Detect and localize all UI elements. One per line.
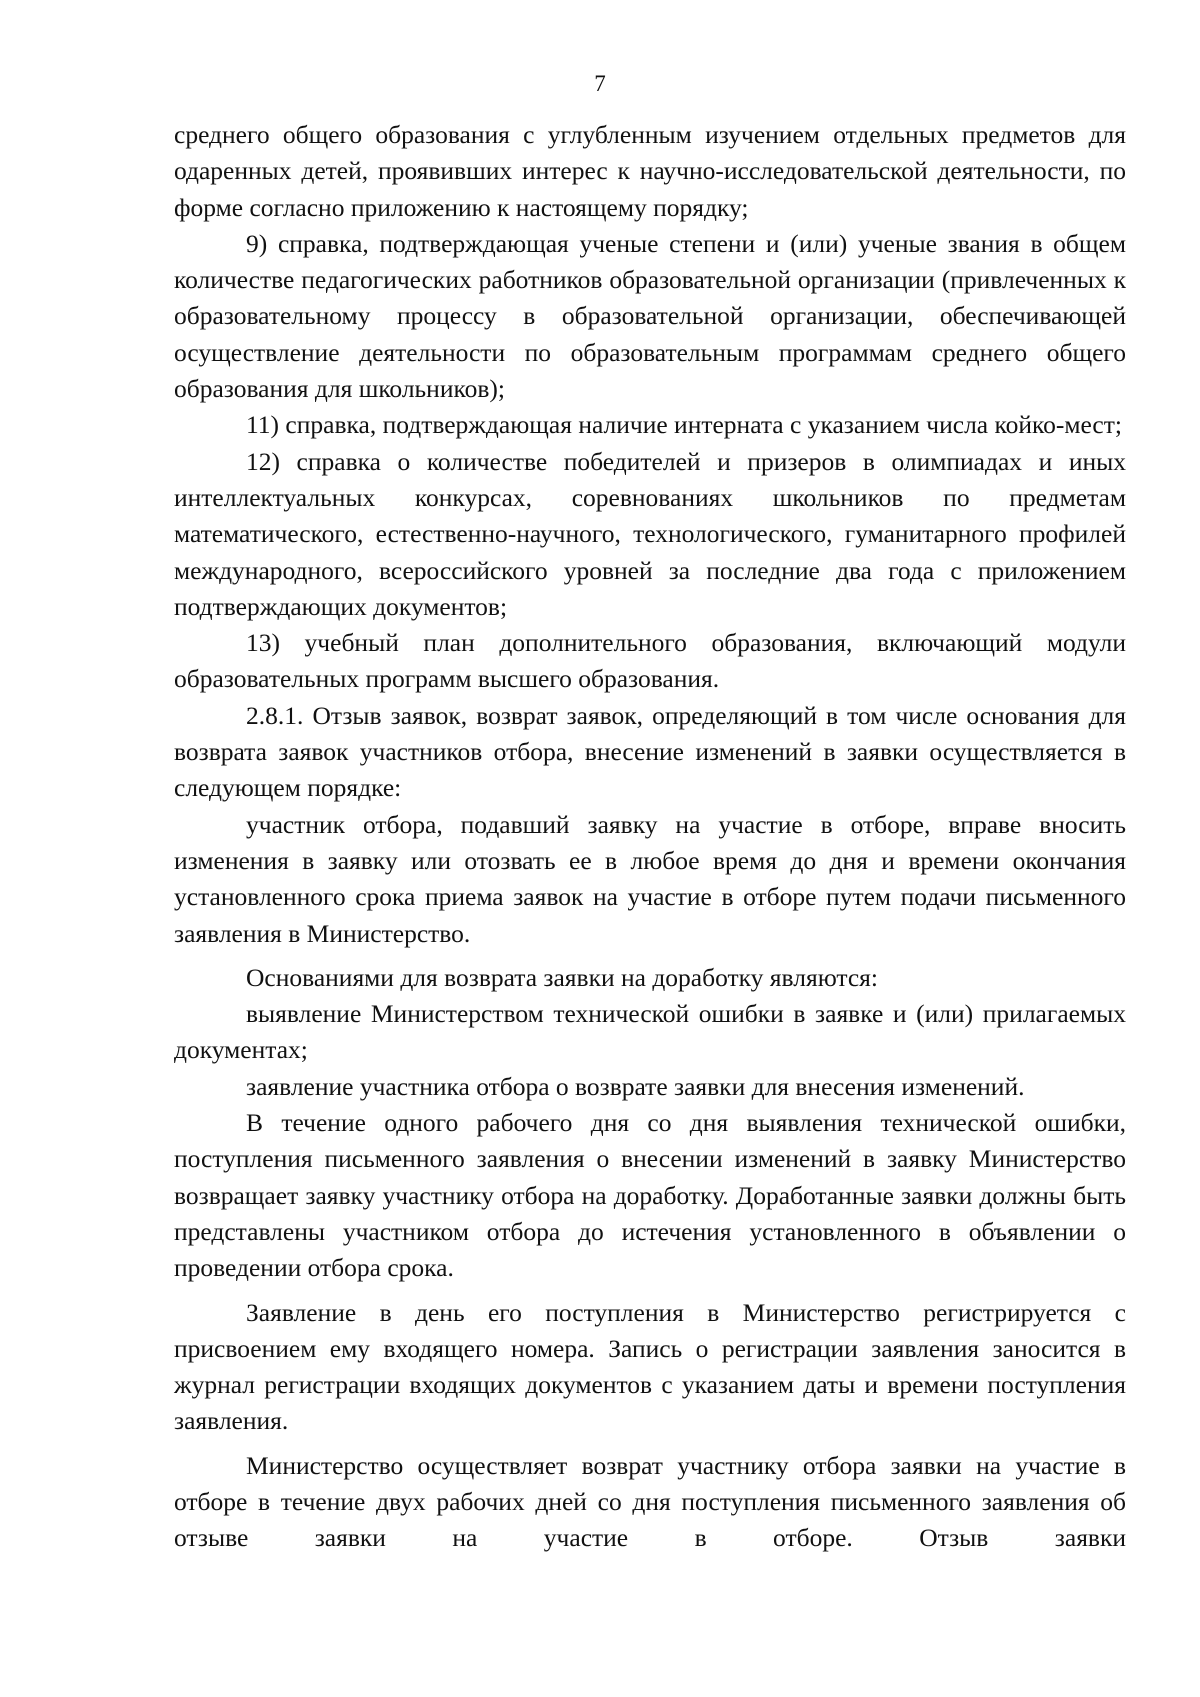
paragraph-item-12: 12) справка о количестве победителей и призеров в олимпиадах и иных интеллектуальных конкурсах, соревнованиях школьников по предметам математического, естественно-научного, технологического, гуманитарного профилей международного, всероссийского уровней за последние два года с приложением подтверждающих документов;: [174, 446, 1126, 621]
paragraph-continuation: среднего общего образования с углубленным изучением отдельных предметов для одаренных детей, проявивших интерес к научно-исследовательской деятельности, по форме согласно приложению к настоящему порядку;: [174, 120, 1126, 222]
paragraph-technical-error: выявление Министерством технической ошибки в заявке и (или) прилагаемых документах;: [174, 999, 1126, 1065]
paragraph-item-9: 9) справка, подтверждающая ученые степени и (или) ученые звания в общем количестве педагогических работников образовательной организации (привлеченных к образовательному процессу в образовательной организации, обеспечивающей осуществление деятельности по образовательным программам среднего общего образования для школьников);: [174, 228, 1126, 404]
paragraph-withdrawal: Министерство осуществляет возврат участнику отбора заявки на участие в отборе в течение двух рабочих дней со дня поступления письменного заявления об отзыве заявки на участие в отборе. Отзыв заявки: [174, 1450, 1126, 1553]
paragraph-return-grounds: Основаниями для возврата заявки на доработку являются:: [246, 962, 878, 992]
page-number: 7: [594, 71, 606, 96]
paragraph-registration: Заявление в день его поступления в Министерство регистрируется с присвоением ему входящего номера. Запись о регистрации заявления заносится в журнал регистрации входящих документов с указанием даты и времени поступления заявления.: [174, 1297, 1126, 1436]
document-body: [174, 117, 1126, 1557]
paragraph-participant-request: заявление участника отбора о возврате заявки для внесения изменений.: [246, 1071, 1025, 1101]
paragraph-item-13: 13) учебный план дополнительного образования, включающий модули образовательных программ высшего образования.: [174, 628, 1126, 694]
paragraph-return-timeline: В течение одного рабочего дня со дня выявления технической ошибки, поступления письменного заявления о внесении изменений в заявку Министерство возвращает заявку участнику отбора на доработку. Доработанные заявки должны быть представлены участником отбора до истечения установленного в объявлении о проведении отбора срока.: [174, 1108, 1126, 1283]
paragraph-section-2-8-1: 2.8.1. Отзыв заявок, возврат заявок, определяющий в том числе основания для возврата заявок участников отбора, внесение изменений в заявки осуществляется в следующем порядке:: [174, 700, 1126, 803]
paragraph-item-11: 11) справка, подтверждающая наличие интерната с указанием числа койко-мест;: [246, 410, 1122, 440]
paragraph-participant-changes: участник отбора, подавший заявку на участие в отборе, вправе вносить изменения в заявку или отозвать ее в любое время до дня и времени окончания установленного срока приема заявок на участие в отборе путем подачи письменного заявления в Министерство.: [174, 809, 1126, 948]
